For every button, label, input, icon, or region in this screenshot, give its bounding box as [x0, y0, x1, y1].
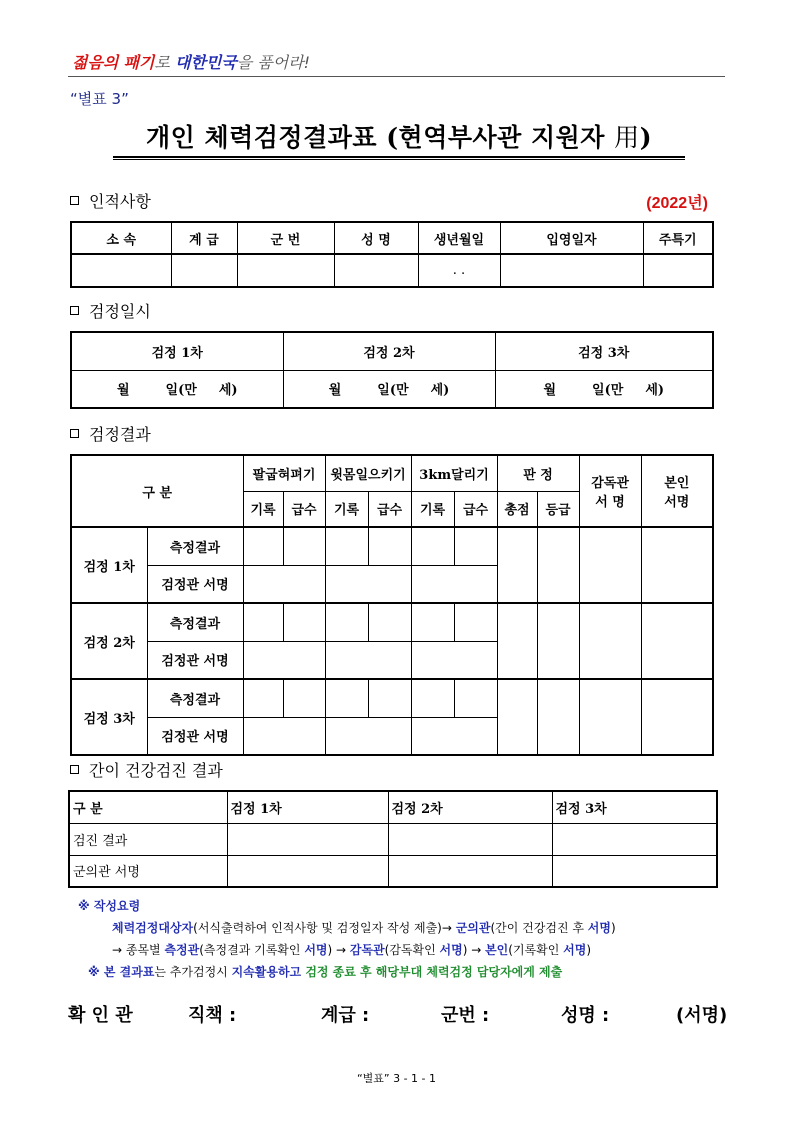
slogan-word-3: 로 — [154, 53, 175, 72]
title-close: ) — [639, 123, 653, 152]
self-header: 본인 서명 — [641, 455, 713, 527]
checkbox-square-icon — [70, 196, 79, 205]
confirm-position-label: 직책 : — [188, 1005, 237, 1026]
section-personal-heading — [70, 189, 151, 212]
health-result-label: 검진 결과 — [69, 823, 227, 855]
title-underline — [113, 156, 685, 158]
enlist-date-field[interactable] — [500, 254, 643, 287]
confirm-rank-label: 계급 : — [321, 1005, 370, 1026]
round-3-total[interactable] — [497, 679, 537, 755]
situp-grade-header: 급수 — [368, 491, 411, 527]
round-2-self-sign[interactable] — [641, 603, 713, 679]
round-1-situp-record[interactable] — [325, 527, 368, 565]
round-1-rank[interactable] — [537, 527, 579, 603]
notes-line-2 — [112, 941, 591, 958]
round-3-sign-label: 검정관 서명 — [147, 717, 243, 755]
round-1-supervisor-sign[interactable] — [579, 527, 641, 603]
notes-segment: (측정결과 기록확인 — [199, 943, 305, 957]
notes-segment: 서명 — [587, 921, 611, 935]
round-1-sign-label: 검정관 서명 — [147, 565, 243, 603]
notes-segment: 검정 종료 후 해당부대 체력검정 담당자에게 제출 — [301, 965, 563, 979]
round-3-run-record[interactable] — [411, 679, 454, 717]
exam-date-round-2: 검정 2차 — [283, 332, 495, 370]
slogan-word-1: 젊음의 — [72, 53, 119, 72]
unit-field[interactable] — [71, 254, 171, 287]
section-health-label: 간이 건강검진 결과 — [89, 761, 223, 780]
header-slogan — [72, 50, 310, 73]
year-label: (2022년) — [646, 195, 708, 212]
title-underline-2 — [113, 159, 685, 160]
rank-field[interactable] — [171, 254, 237, 287]
result-category-header: 구 분 — [71, 455, 243, 527]
event-situp-header: 윗몸일으키기 — [325, 455, 411, 491]
confirm-label: 확 인 관 — [68, 1005, 133, 1026]
round-1-run-sign[interactable] — [411, 565, 497, 603]
notes-segment: 감독관 — [349, 943, 385, 957]
notes-segment: 는 추가검정시 — [154, 965, 232, 979]
health-round-1-header: 검정 1차 — [227, 791, 388, 823]
exam-date-table — [70, 331, 714, 409]
personal-info-table — [70, 221, 714, 288]
health-round-3-header: 검정 3차 — [552, 791, 717, 823]
notes-segment: ) → — [462, 943, 486, 957]
round-3-run-sign[interactable] — [411, 717, 497, 755]
checkbox-square-icon — [70, 429, 79, 438]
pushup-record-header: 기록 — [243, 491, 283, 527]
medic-sign-round-2[interactable] — [388, 855, 552, 887]
round-3-situp-sign[interactable] — [325, 717, 411, 755]
notes-segment: 본인 — [485, 943, 509, 957]
notes-segment: ) → — [327, 943, 350, 957]
annex-label: “별표 3” — [70, 90, 129, 108]
exam-date-field-1[interactable]: 월 일(만 세) — [71, 370, 283, 408]
round-1-pushup-sign[interactable] — [243, 565, 325, 603]
col-birthdate: 생년월일 — [418, 222, 500, 254]
section-exam-date-heading — [70, 299, 151, 322]
notes-segment: 서명 — [563, 943, 587, 957]
exam-date-field-3[interactable]: 월 일(만 세) — [495, 370, 713, 408]
confirm-service-number-label: 군번 : — [441, 1005, 490, 1026]
confirm-name-label: 성명 : — [561, 1005, 610, 1026]
notes-segment: 군의관 — [455, 921, 491, 935]
notes-segment: (간이 건강검진 후 — [490, 921, 588, 935]
exam-result-table — [70, 454, 714, 756]
section-personal-label: 인적사항 — [89, 192, 151, 211]
notes-segment: 지속활용하고 — [231, 965, 302, 979]
run-record-header: 기록 — [411, 491, 454, 527]
section-exam-result-label: 검정결과 — [89, 425, 151, 444]
notes-line-3 — [88, 963, 562, 980]
notes-segment: ) — [610, 921, 616, 935]
exam-date-field-2[interactable]: 월 일(만 세) — [283, 370, 495, 408]
round-1-run-grade[interactable] — [454, 527, 497, 565]
round-1-measure-label: 측정결과 — [147, 527, 243, 565]
notes-segment: ※ 본 결과표 — [88, 965, 155, 979]
slogan-word-2: 패기 — [123, 53, 155, 72]
notes-line-1 — [112, 919, 616, 936]
health-result-round-1[interactable] — [227, 823, 388, 855]
round-3-situp-record[interactable] — [325, 679, 368, 717]
round-3-rank[interactable] — [537, 679, 579, 755]
round-2-situp-record[interactable] — [325, 603, 368, 641]
medic-sign-round-1[interactable] — [227, 855, 388, 887]
col-service-number: 군 번 — [237, 222, 334, 254]
round-3-pushup-sign[interactable] — [243, 717, 325, 755]
round-3-self-sign[interactable] — [641, 679, 713, 755]
confirm-sign-label: (서명) — [676, 1005, 728, 1026]
exam-date-round-1: 검정 1차 — [71, 332, 283, 370]
birthdate-field[interactable]: . . — [418, 254, 500, 287]
round-1-pushup-grade[interactable] — [283, 527, 325, 565]
col-enlist-date: 입영일자 — [500, 222, 643, 254]
round-1-run-record[interactable] — [411, 527, 454, 565]
health-round-2-header: 검정 2차 — [388, 791, 552, 823]
round-2-supervisor-sign[interactable] — [579, 603, 641, 679]
notes-segment: (기록확인 — [508, 943, 564, 957]
round-2-pushup-record[interactable] — [243, 603, 283, 641]
round-3-situp-grade[interactable] — [368, 679, 411, 717]
round-3-measure-label: 측정결과 — [147, 679, 243, 717]
name-field[interactable] — [334, 254, 418, 287]
round-2-measure-label: 측정결과 — [147, 603, 243, 641]
section-exam-result-heading — [70, 422, 151, 445]
round-2-pushup-sign[interactable] — [243, 641, 325, 679]
health-result-round-2[interactable] — [388, 823, 552, 855]
health-result-round-3[interactable] — [552, 823, 717, 855]
service-number-field[interactable] — [237, 254, 334, 287]
round-1-situp-grade[interactable] — [368, 527, 411, 565]
medic-sign-round-3[interactable] — [552, 855, 717, 887]
medic-sign-label: 군의관 서명 — [69, 855, 227, 887]
round-2-run-record[interactable] — [411, 603, 454, 641]
round-1-pushup-record[interactable] — [243, 527, 283, 565]
slogan-word-4: 대한민국 — [174, 53, 237, 72]
round-2-pushup-grade[interactable] — [283, 603, 325, 641]
round-3-label: 검정 3차 — [71, 679, 147, 755]
notes-segment: 체력검정대상자 — [112, 921, 194, 935]
specialty-field[interactable] — [643, 254, 713, 287]
page-title — [113, 118, 685, 154]
round-1-label: 검정 1차 — [71, 527, 147, 603]
round-2-sign-label: 검정관 서명 — [147, 641, 243, 679]
col-specialty: 주특기 — [643, 222, 713, 254]
total-score-header: 총점 — [497, 491, 537, 527]
rank-header: 등급 — [537, 491, 579, 527]
notes-segment: (감독확인 — [384, 943, 440, 957]
section-exam-date-label: 검정일시 — [89, 302, 151, 321]
round-2-situp-grade[interactable] — [368, 603, 411, 641]
event-pushup-header: 팔굽혀펴기 — [243, 455, 325, 491]
page-footer: “별표” 3 - 1 - 1 — [356, 1072, 437, 1085]
round-1-self-sign[interactable] — [641, 527, 713, 603]
round-3-pushup-record[interactable] — [243, 679, 283, 717]
checkbox-square-icon — [70, 765, 79, 774]
col-name: 성 명 — [334, 222, 418, 254]
title-suffix: 用 — [614, 123, 640, 152]
notes-segment: 서명 — [304, 943, 328, 957]
notes-title: ※ 작성요령 — [78, 899, 141, 913]
judge-header: 판 정 — [497, 455, 579, 491]
checkbox-square-icon — [70, 306, 79, 315]
situp-record-header: 기록 — [325, 491, 368, 527]
notes-segment: (서식출력하여 인적사항 및 검정일자 작성 제출)→ — [193, 921, 456, 935]
event-run-header: 3km달리기 — [411, 455, 497, 491]
supervisor-header: 감독관 서 명 — [579, 455, 641, 527]
health-category-header: 구 분 — [69, 791, 227, 823]
run-grade-header: 급수 — [454, 491, 497, 527]
round-3-supervisor-sign[interactable] — [579, 679, 641, 755]
round-1-situp-sign[interactable] — [325, 565, 411, 603]
notes-segment: 서명 — [439, 943, 463, 957]
round-2-rank[interactable] — [537, 603, 579, 679]
col-rank: 계 급 — [171, 222, 237, 254]
round-2-run-sign[interactable] — [411, 641, 497, 679]
col-unit: 소 속 — [71, 222, 171, 254]
header-divider — [68, 76, 725, 77]
round-2-situp-sign[interactable] — [325, 641, 411, 679]
notes-segment: → 종목별 — [112, 943, 165, 957]
round-2-total[interactable] — [497, 603, 537, 679]
exam-date-round-3: 검정 3차 — [495, 332, 713, 370]
notes-segment: 측정관 — [164, 943, 200, 957]
round-3-run-grade[interactable] — [454, 679, 497, 717]
health-check-table — [68, 790, 718, 888]
pushup-grade-header: 급수 — [283, 491, 325, 527]
slogan-word-5: 을 품어라! — [236, 53, 311, 72]
round-1-total[interactable] — [497, 527, 537, 603]
round-2-label: 검정 2차 — [71, 603, 147, 679]
round-2-run-grade[interactable] — [454, 603, 497, 641]
section-health-heading — [70, 758, 223, 781]
title-main: 개인 체력검정결과표 (현역부사관 지원자 — [145, 123, 615, 152]
notes-segment: ) — [586, 943, 592, 957]
round-3-pushup-grade[interactable] — [283, 679, 325, 717]
